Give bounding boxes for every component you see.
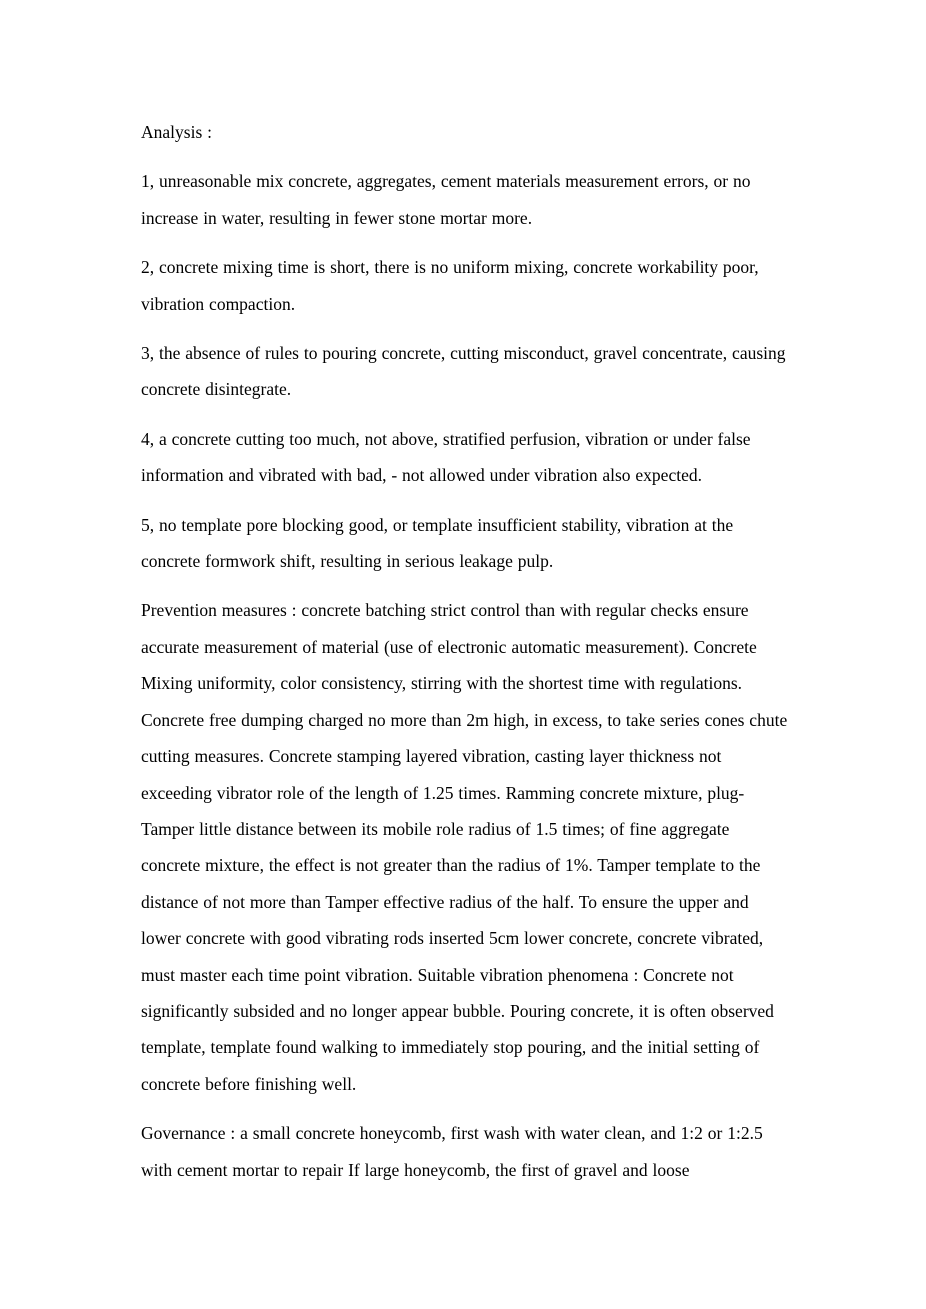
paragraph-cause-5: 5, no template pore blocking good, or template insufficient stability, vibration at the concrete formwork shift, resulting in serious leakage pulp. <box>141 514 734 572</box>
paragraph-cause-1: 1, unreasonable mix concrete, aggregates, cement materials measurement errors, or no increase in water, resulting in fewer stone mortar more. <box>141 171 751 228</box>
paragraph-cause-3: 3, the absence of rules to pouring concrete, cutting misconduct, gravel concentrate, causing concrete disintegrate. <box>141 343 786 400</box>
paragraph-governance: Governance : a small concrete honeycomb, first wash with water clean, and 1:2 or 1:2.5 with cement mortar to repair If large honeycomb, the first of gravel and loose <box>141 1123 763 1180</box>
paragraph-analysis-heading: Analysis : <box>141 122 212 142</box>
paragraph-prevention-measures: Prevention measures : concrete batching strict control than with regular checks ensure accurate measurement of material (use of electronic automatic measurement). Concrete Mixing uniformity, color consistency, stirring with the shortest time with regulations. Concrete free dumping charged no more than 2m high, in excess, to take series cones chute cutting measures. Concrete stamping layered vibration, casting layer thickness not exceeding vibrator role of the length of 1.25 times. Ramming concrete mixture, plug-Tamper little distance between its mobile role radius of 1.5 times; of fine aggregate concrete mixture, the effect is not greater than the radius of 1%. Tamper template to the distance of not more than Tamper effective radius of the half. To ensure the upper and lower concrete with good vibrating rods inserted 5cm lower concrete, concrete vibrated, must master each time point vibration. Suitable vibration phenomena : Concrete not significantly subsided and no longer appear bubble. Pouring concrete, it is often observed template, template found walking to immediately stop pouring, and the initial setting of concrete before finishing well. <box>141 600 788 1094</box>
paragraph-cause-4: 4, a concrete cutting too much, not above, stratified perfusion, vibration or under false information and vibrated with bad, - not allowed under vibration also expected. <box>141 428 751 486</box>
paragraph-cause-2: 2, concrete mixing time is short, there is no uniform mixing, concrete workability poor, vibration compaction. <box>141 257 759 314</box>
